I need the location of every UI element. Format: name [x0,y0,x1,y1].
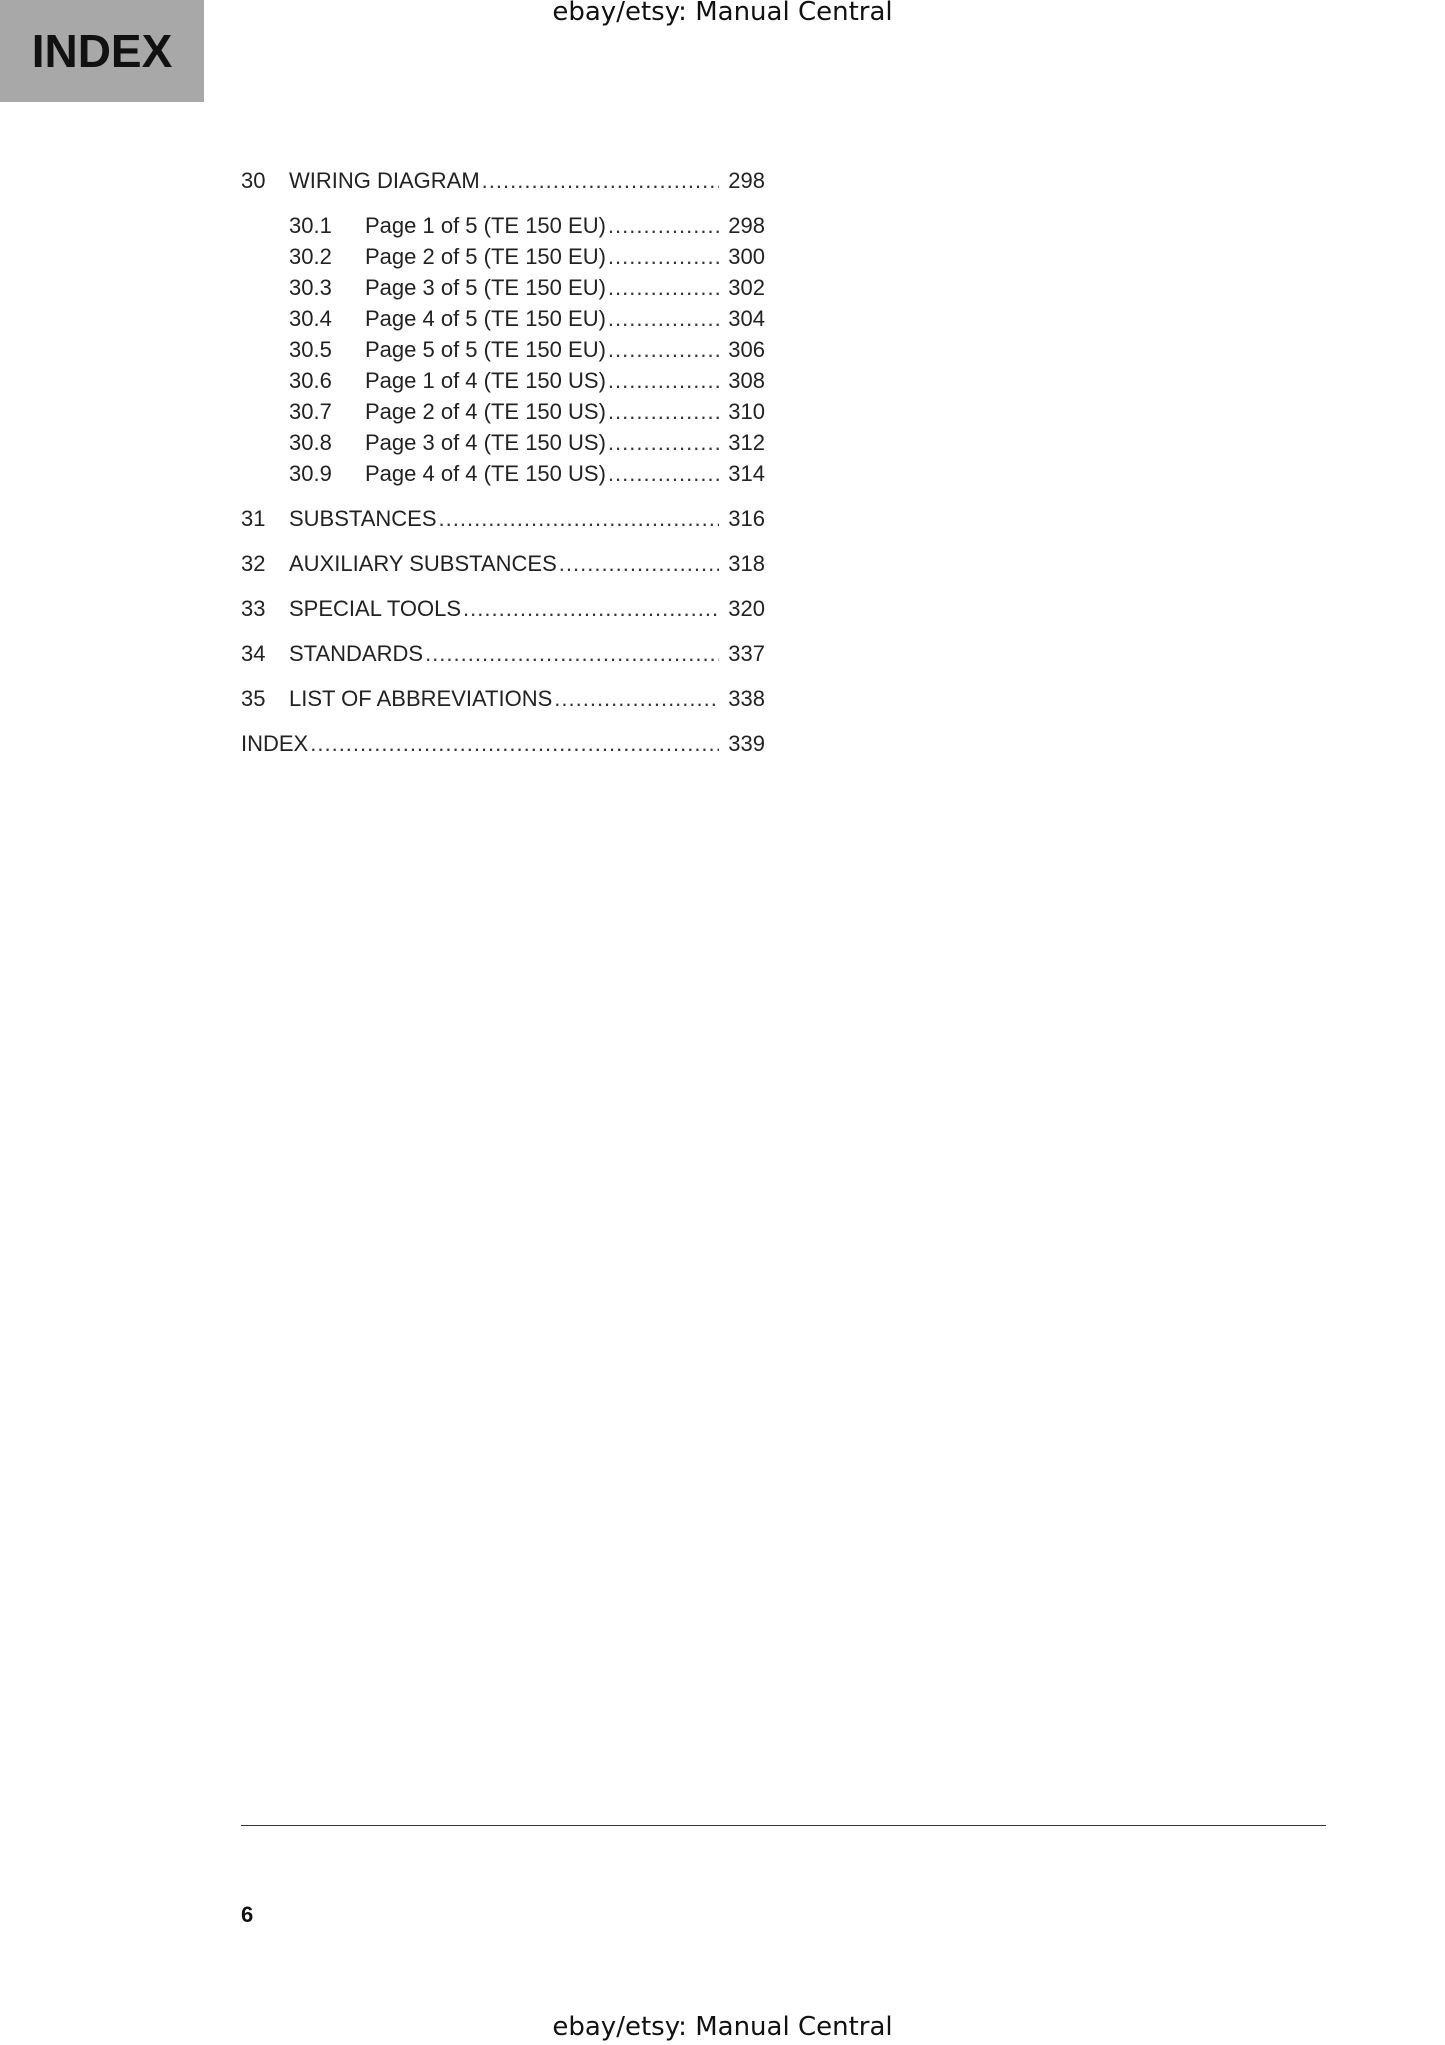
toc-entry-title: SUBSTANCES [289,506,437,531]
toc-entry-number: 35 [241,686,266,711]
dot-leader [608,427,719,458]
toc-entry-32[interactable] [241,548,765,579]
dot-leader [608,272,719,303]
toc-subentry-title: Page 5 of 5 (TE 150 EU) [365,337,606,362]
toc-subentry-30-8[interactable] [241,427,765,458]
toc-entry-title: LIST OF ABBREVIATIONS [289,686,553,711]
dot-leader [608,210,719,241]
toc-subentry-title: Page 4 of 5 (TE 150 EU) [365,306,606,331]
toc-entry-number: 32 [241,551,266,576]
toc-entry-page: 320 [728,596,765,621]
toc-subentry-number: 30.5 [289,337,332,362]
toc-subentry-number: 30.6 [289,368,332,393]
dot-leader [608,334,719,365]
toc-subentry-page: 298 [728,213,765,238]
toc-subentry-title: Page 2 of 5 (TE 150 EU) [365,244,606,269]
toc-entry-page: 338 [728,686,765,711]
toc-subentry-page: 312 [728,430,765,455]
dot-leader [439,503,719,534]
toc-entry-number: 34 [241,641,266,666]
toc-subentry-page: 310 [728,399,765,424]
toc-entry-page: 339 [728,731,765,756]
header-watermark: ebay/etsy: Manual Central [552,0,893,27]
dot-leader [608,303,719,334]
toc-entry-35[interactable] [241,683,765,714]
toc-entry-title: INDEX [241,731,309,756]
toc-entry-34[interactable] [241,638,765,669]
dot-leader [425,638,719,669]
footer-divider [241,1825,1326,1826]
dot-leader [608,458,719,489]
toc-subentry-title: Page 1 of 4 (TE 150 US) [365,368,606,393]
toc-entry-31[interactable] [241,503,765,534]
toc-entry-title: SPECIAL TOOLS [289,596,462,621]
toc-entry-page: 316 [728,506,765,531]
toc-entry-page: 337 [728,641,765,666]
toc-subentry-number: 30.8 [289,430,332,455]
toc-subentry-30-2[interactable] [241,241,765,272]
toc-entry-page: 298 [728,168,765,193]
toc-subentry-30-6[interactable] [241,365,765,396]
toc-entry-number: 31 [241,506,266,531]
toc-subentry-page: 300 [728,244,765,269]
toc-entry-number: 30 [241,168,266,193]
table-of-contents [241,165,765,773]
toc-subentry-number: 30.7 [289,399,332,424]
toc-subentry-page: 302 [728,275,765,300]
toc-subentry-30-7[interactable] [241,396,765,427]
toc-subentry-title: Page 3 of 4 (TE 150 US) [365,430,606,455]
toc-subentry-title: Page 4 of 4 (TE 150 US) [365,461,606,486]
toc-subentry-page: 306 [728,337,765,362]
toc-entry-33[interactable] [241,593,765,624]
toc-entry-title: AUXILIARY SUBSTANCES [289,551,557,576]
toc-entry-index[interactable] [241,728,765,759]
toc-subentry-page: 308 [728,368,765,393]
toc-entry-page: 318 [728,551,765,576]
toc-subentry-number: 30.2 [289,244,332,269]
footer-watermark: ebay/etsy: Manual Central [552,2012,893,2042]
toc-subentry-title: Page 3 of 5 (TE 150 EU) [365,275,606,300]
page-number: 6 [241,1902,254,1927]
toc-subentry-title: Page 2 of 4 (TE 150 US) [365,399,606,424]
toc-subentry-number: 30.9 [289,461,332,486]
toc-subentry-number: 30.3 [289,275,332,300]
toc-entry-30[interactable] [241,165,765,196]
toc-subentry-30-3[interactable] [241,272,765,303]
toc-subentry-number: 30.4 [289,306,332,331]
toc-entry-title: STANDARDS [289,641,424,666]
toc-subentry-page: 314 [728,461,765,486]
dot-leader [310,728,719,759]
toc-subentry-page: 304 [728,306,765,331]
toc-subentry-30-1[interactable] [241,210,765,241]
dot-leader [608,241,719,272]
dot-leader [554,683,719,714]
toc-subentry-30-9[interactable] [241,458,765,489]
toc-entry-title: WIRING DIAGRAM [289,168,480,193]
dot-leader [608,365,719,396]
dot-leader [559,548,719,579]
toc-subentry-title: Page 1 of 5 (TE 150 EU) [365,213,606,238]
dot-leader [608,396,719,427]
dot-leader [463,593,719,624]
toc-subentry-30-4[interactable] [241,303,765,334]
dot-leader [482,165,719,196]
toc-entry-number: 33 [241,596,266,621]
toc-subentry-30-5[interactable] [241,334,765,365]
toc-subentry-number: 30.1 [289,213,332,238]
index-tab-label: INDEX [31,25,173,77]
